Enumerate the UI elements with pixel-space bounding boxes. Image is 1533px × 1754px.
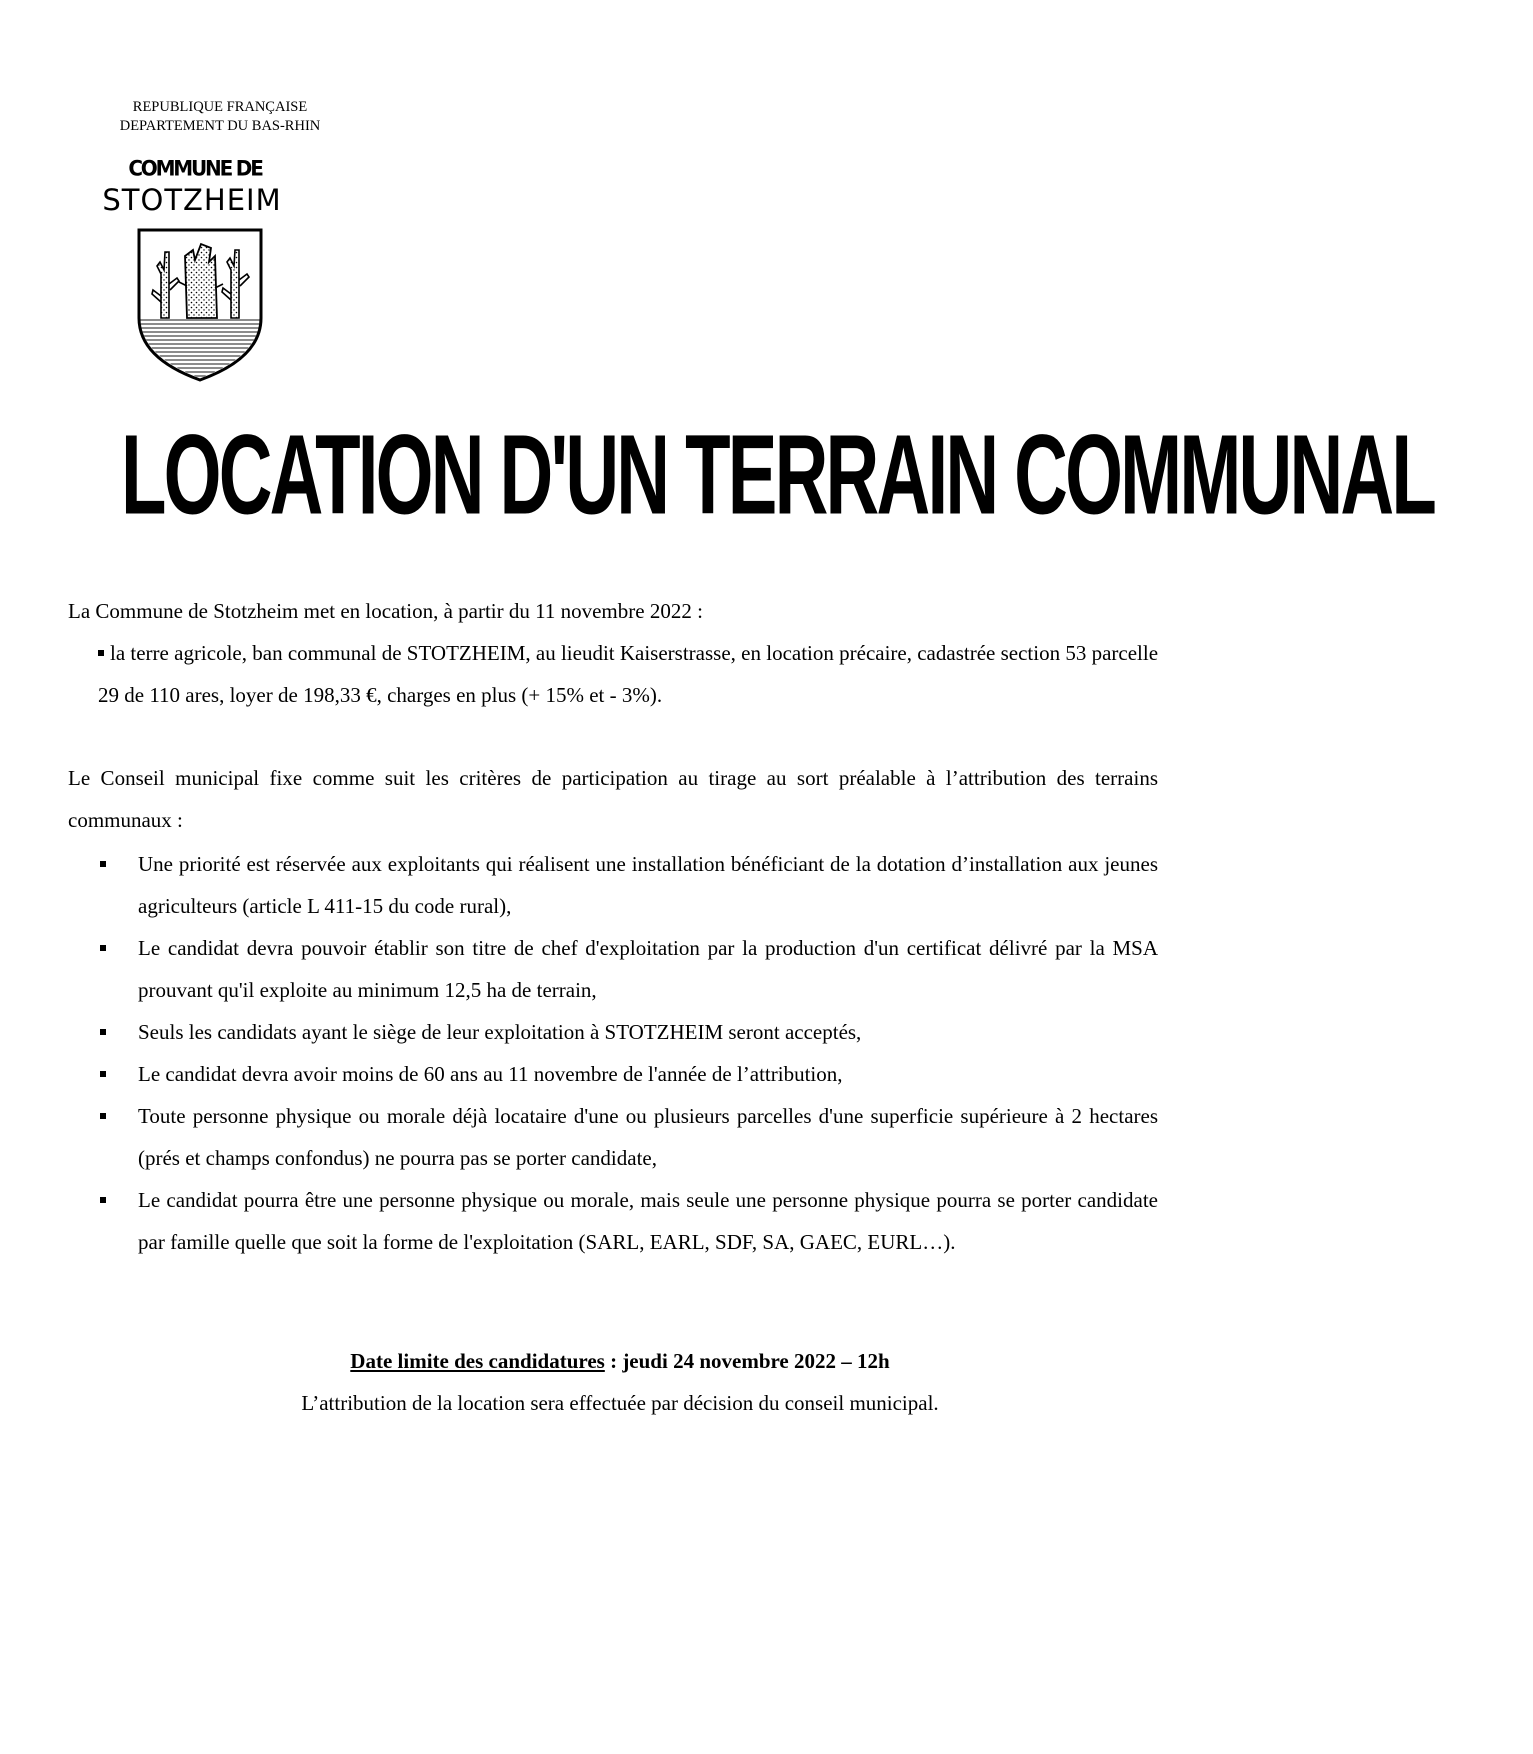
- criteria-text: Toute personne physique ou morale déjà locataire d'une ou plusieurs parcelles d'une superficie supérieure à 2 hectares (prés et champs confondus) ne pourra pas se porter candidate,: [138, 1104, 1158, 1170]
- bullet-icon: [100, 1029, 106, 1035]
- criteria-text: Seuls les candidats ayant le siège de leur exploitation à STOTZHEIM seront acceptés,: [138, 1020, 862, 1044]
- republic-header: [90, 98, 350, 136]
- commune-label: COMMUNE DE: [128, 155, 262, 181]
- parcel-description: [98, 632, 1158, 716]
- list-item: [68, 1095, 1158, 1179]
- intro-paragraph: La Commune de Stotzheim met en location, à partir du 11 novembre 2022 :: [68, 599, 703, 623]
- deadline-value: jeudi 24 novembre 2022 – 12h: [622, 1349, 890, 1373]
- republic-line: REPUBLIQUE FRANÇAISE: [132, 99, 308, 115]
- bullet-icon: [98, 650, 104, 656]
- criteria-text: Le candidat devra avoir moins de 60 ans au 11 novembre de l'année de l’attribution,: [138, 1062, 843, 1086]
- coat-of-arms-icon: [135, 226, 265, 384]
- commune-name: STOTZHEIM: [102, 183, 282, 217]
- list-item: [68, 927, 1158, 1011]
- list-item: [68, 1179, 1158, 1263]
- bullet-icon: [100, 1113, 106, 1119]
- page-title-text: LOCATION D'UN TERRAIN COMMUNAL: [121, 411, 1435, 538]
- list-item: [68, 1011, 1158, 1053]
- bullet-icon: [100, 861, 106, 867]
- criteria-text: Le candidat pourra être une personne physique ou morale, mais seule une personne physique pourra se porter candidate par famille quelle que soit la forme de l'exploitation (SARL, EARL, SDF, SA, GAEC, EURL…).: [138, 1188, 1158, 1254]
- list-item: [68, 843, 1158, 927]
- criteria-list: [68, 843, 1158, 1263]
- deadline-separator: :: [604, 1349, 623, 1373]
- bullet-icon: [100, 1197, 106, 1203]
- criteria-text: Une priorité est réservée aux exploitants qui réalisent une installation bénéficiant de la dotation d’installation aux jeunes agriculteurs (article L 411-15 du code rural),: [138, 852, 1158, 918]
- criteria-text: Le candidat devra pouvoir établir son titre de chef d'exploitation par la production d'un certificat délivré par la MSA prouvant qu'il exploite au minimum 12,5 ha de terrain,: [138, 936, 1158, 1002]
- bullet-icon: [100, 945, 106, 951]
- list-item: [68, 1053, 1158, 1095]
- deadline-line: [0, 1340, 1240, 1382]
- council-intro-paragraph: Le Conseil municipal fixe comme suit les critères de participation au tirage au sort préalable à l’attribution des terrains communaux :: [68, 766, 1158, 832]
- parcel-text: la terre agricole, ban communal de STOTZHEIM, au lieudit Kaiserstrasse, en location précaire, cadastrée section 53 parcelle 29 de 110 ares, loyer de 198,33 €, charges en plus (+ 15% et - 3%).: [98, 641, 1159, 707]
- department-line: DEPARTEMENT DU BAS-RHIN: [119, 118, 321, 134]
- deadline-label: Date limite des candidatures: [350, 1349, 605, 1373]
- attribution-note: L’attribution de la location sera effectuée par décision du conseil municipal.: [301, 1391, 939, 1415]
- bullet-icon: [100, 1071, 106, 1077]
- page-title: [121, 411, 1435, 538]
